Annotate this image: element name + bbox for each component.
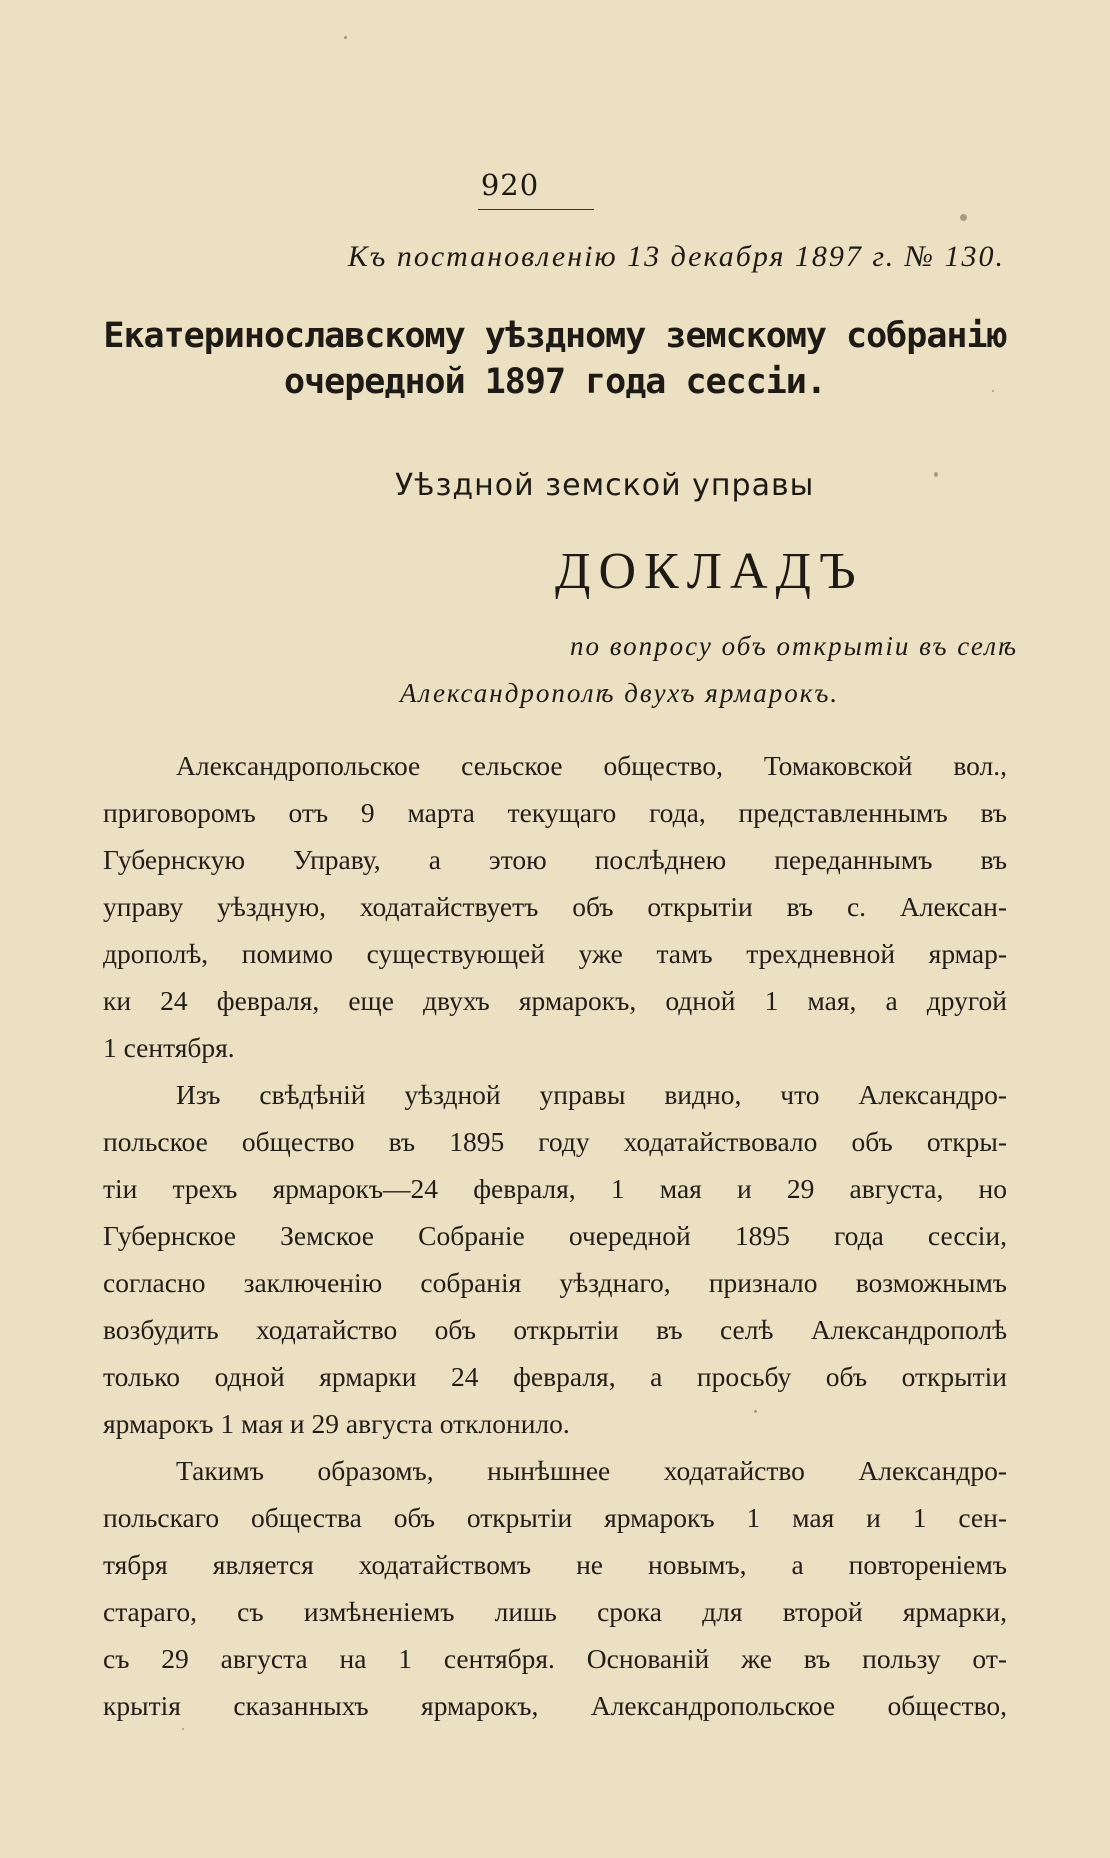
paragraph-line: крытія сказанныхъ ярмарокъ, Александропольское общество, bbox=[103, 1690, 1007, 1721]
paper-speck bbox=[960, 214, 967, 221]
paragraph-line: Губернское Земское Собраніе очередной 1895 года сессіи, bbox=[103, 1220, 1007, 1251]
report-topic-line: Александрополѣ двухъ ярмарокъ. bbox=[400, 678, 840, 708]
resolution-reference: Къ постановленію 13 декабря 1897 г. № 130. bbox=[347, 240, 1005, 273]
page-number: 920 bbox=[480, 168, 540, 202]
paragraph-line: Изъ свѣдѣній уѣздной управы видно, что Александро- bbox=[176, 1079, 1007, 1110]
report-title: ДОКЛАДЪ bbox=[555, 543, 864, 600]
paragraph-line: ярмарокъ 1 мая и 29 августа отклонило. bbox=[103, 1408, 570, 1439]
paragraph-line: Губернскую Управу, а этою послѣднею переданнымъ въ bbox=[103, 844, 1007, 875]
paragraph-line: Такимъ образомъ, нынѣшнее ходатайство Александро- bbox=[176, 1455, 1007, 1486]
paragraph-line: только одной ярмарки 24 февраля, а просьбу объ открытіи bbox=[103, 1361, 1007, 1392]
paper-speck bbox=[182, 1728, 184, 1730]
paragraph-line: управу уѣздную, ходатайствуетъ объ открытіи въ с. Алексан- bbox=[103, 891, 1007, 922]
paragraph-line: Александропольское сельское общество, Томаковской вол., bbox=[176, 750, 1007, 781]
paragraph-line: польское общество въ 1895 году ходатайствовало объ откры- bbox=[103, 1126, 1007, 1157]
paragraph-line: тіи трехъ ярмарокъ—24 февраля, 1 мая и 29 августа, но bbox=[103, 1173, 1007, 1204]
paragraph-line: согласно заключенію собранія уѣзднаго, признало возможнымъ bbox=[103, 1267, 1007, 1298]
heading-line: очередной 1897 года сессіи. bbox=[284, 362, 826, 402]
paragraph-line: тября является ходатайствомъ не новымъ, а повтореніемъ bbox=[103, 1549, 1007, 1580]
paper-speck bbox=[934, 472, 938, 477]
paragraph-line: съ 29 августа на 1 сентября. Основаній же въ пользу от- bbox=[103, 1643, 1007, 1674]
page-number-underline bbox=[478, 209, 594, 210]
paragraph-line: польскаго общества объ открытіи ярмарокъ 1 мая и 1 сен- bbox=[103, 1502, 1007, 1533]
paragraph-line: приговоромъ отъ 9 марта текущаго года, представленнымъ въ bbox=[103, 797, 1007, 828]
paragraph-line: возбудить ходатайство объ открытіи въ селѣ Александрополѣ bbox=[103, 1314, 1007, 1345]
paragraph-line: стараго, съ измѣненіемъ лишь срока для второй ярмарки, bbox=[103, 1596, 1007, 1627]
paper-speck bbox=[344, 36, 347, 39]
paragraph-line: дрополѣ, помимо существующей уже тамъ трехдневной ярмар- bbox=[103, 938, 1007, 969]
heading-line: Екатеринославскому уѣздному земскому собранію bbox=[103, 316, 1007, 356]
report-topic-line: по вопросу объ открытіи въ селѣ bbox=[570, 631, 1018, 661]
paragraph-line: 1 сентября. bbox=[103, 1032, 235, 1063]
paragraph-line: ки 24 февраля, еще двухъ ярмарокъ, одной 1 мая, а другой bbox=[103, 985, 1007, 1016]
board-subheading: Уѣздной земской управы bbox=[395, 468, 815, 503]
